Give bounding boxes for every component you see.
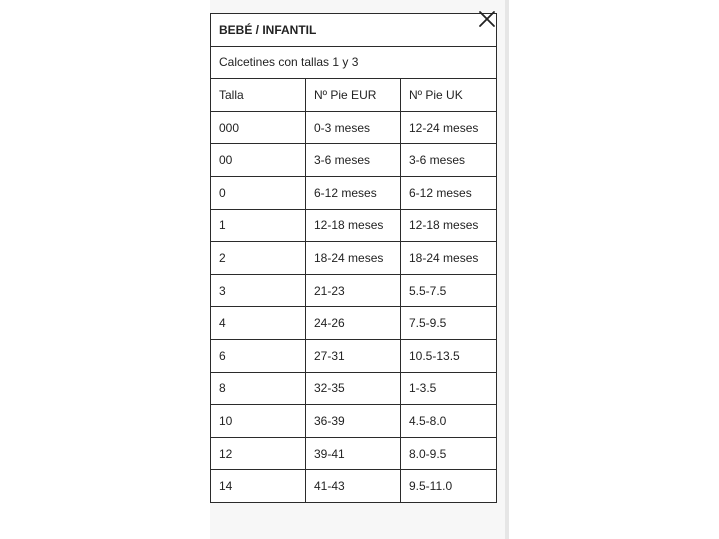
title-row bbox=[211, 14, 497, 47]
table-row bbox=[211, 111, 497, 144]
cell-eur: 39-41 bbox=[306, 437, 401, 470]
cell-uk: 6-12 meses bbox=[401, 176, 497, 209]
table-title: BEBÉ / INFANTIL bbox=[211, 14, 497, 47]
cell-uk: 9.5-11.0 bbox=[401, 470, 497, 503]
cell-uk: 5.5-7.5 bbox=[401, 274, 497, 307]
cell-talla: 3 bbox=[211, 274, 306, 307]
table-row bbox=[211, 372, 497, 405]
cell-eur: 32-35 bbox=[306, 372, 401, 405]
cell-eur: 36-39 bbox=[306, 405, 401, 438]
cell-eur: 41-43 bbox=[306, 470, 401, 503]
cell-uk: 7.5-9.5 bbox=[401, 307, 497, 340]
cell-uk: 10.5-13.5 bbox=[401, 339, 497, 372]
close-button[interactable] bbox=[476, 8, 498, 30]
cell-eur: 0-3 meses bbox=[306, 111, 401, 144]
subtitle-row bbox=[211, 46, 497, 79]
cell-uk: 4.5-8.0 bbox=[401, 405, 497, 438]
cell-talla: 8 bbox=[211, 372, 306, 405]
cell-uk: 3-6 meses bbox=[401, 144, 497, 177]
cell-eur: 27-31 bbox=[306, 339, 401, 372]
close-icon bbox=[476, 8, 498, 30]
cell-talla: 4 bbox=[211, 307, 306, 340]
cell-talla: 000 bbox=[211, 111, 306, 144]
table-row bbox=[211, 176, 497, 209]
table-row bbox=[211, 274, 497, 307]
size-table bbox=[210, 13, 497, 503]
cell-eur: 18-24 meses bbox=[306, 242, 401, 275]
cell-talla: 14 bbox=[211, 470, 306, 503]
cell-uk: 8.0-9.5 bbox=[401, 437, 497, 470]
cell-talla: 0 bbox=[211, 176, 306, 209]
cell-talla: 6 bbox=[211, 339, 306, 372]
cell-eur: 3-6 meses bbox=[306, 144, 401, 177]
cell-eur: 24-26 bbox=[306, 307, 401, 340]
cell-uk: 1-3.5 bbox=[401, 372, 497, 405]
cell-talla: 10 bbox=[211, 405, 306, 438]
table-row bbox=[211, 144, 497, 177]
cell-uk: 12-18 meses bbox=[401, 209, 497, 242]
table-row bbox=[211, 242, 497, 275]
header-row bbox=[211, 79, 497, 112]
table-subtitle: Calcetines con tallas 1 y 3 bbox=[211, 46, 497, 79]
cell-talla: 00 bbox=[211, 144, 306, 177]
cell-uk: 12-24 meses bbox=[401, 111, 497, 144]
cell-talla: 2 bbox=[211, 242, 306, 275]
cell-eur: 12-18 meses bbox=[306, 209, 401, 242]
table-row bbox=[211, 209, 497, 242]
scrollbar[interactable] bbox=[505, 0, 509, 539]
cell-talla: 12 bbox=[211, 437, 306, 470]
table-row bbox=[211, 307, 497, 340]
table-row bbox=[211, 339, 497, 372]
table-row bbox=[211, 437, 497, 470]
column-header-uk: Nº Pie UK bbox=[401, 79, 497, 112]
cell-uk: 18-24 meses bbox=[401, 242, 497, 275]
cell-talla: 1 bbox=[211, 209, 306, 242]
table-row bbox=[211, 405, 497, 438]
table-row bbox=[211, 470, 497, 503]
cell-eur: 21-23 bbox=[306, 274, 401, 307]
column-header-talla: Talla bbox=[211, 79, 306, 112]
column-header-eur: Nº Pie EUR bbox=[306, 79, 401, 112]
cell-eur: 6-12 meses bbox=[306, 176, 401, 209]
